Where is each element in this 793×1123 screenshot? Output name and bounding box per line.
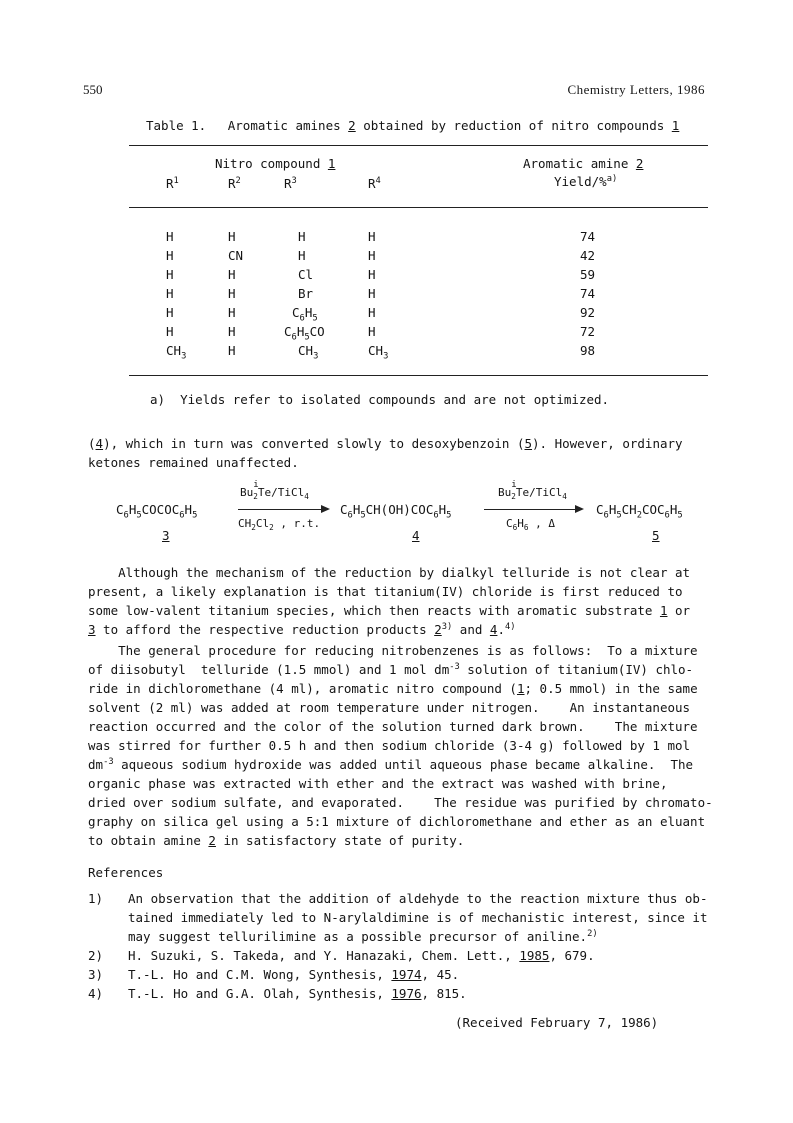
condition-1: $CH_2Cl_2$ , r.t.	[238, 517, 321, 533]
references-heading: References	[88, 865, 164, 880]
cell-r2: H	[228, 229, 236, 244]
cell-r2: H	[228, 324, 236, 339]
body-line: was stirred for further 0.5 h and then sodium chloride (3-4 g) followed by 1 mol	[88, 738, 691, 753]
page-number: 550	[83, 82, 103, 97]
compound-3: $C_6H_5COCOC_6H_5$	[116, 502, 198, 521]
table-group-nitro: Nitro compound 1	[215, 156, 336, 171]
compound-3-label: 3	[162, 528, 170, 543]
compound-4-label: 4	[412, 528, 420, 543]
col-header-r2: $R^2$	[228, 176, 241, 192]
compound-5: $C_6H_5CH_2COC_6H_5$	[596, 502, 683, 521]
body-line: The general procedure for reducing nitrobenzenes is as follows: To a mixture	[88, 643, 698, 658]
cell-r3: $CH_3$	[298, 343, 319, 362]
body-line: ride in dichloromethane (4 ml), aromatic nitro compound (1; 0.5 mmol) in the same	[88, 681, 698, 696]
reagent-1: Bu $_{i 2}$Te/TiCl$_4$	[240, 480, 309, 502]
reference-number: 4)	[88, 986, 104, 1001]
cell-r4: $CH_3$	[368, 343, 389, 362]
intro-line-2: ketones remained unaffected.	[88, 455, 299, 470]
reference-text: tained immediately led to N-arylaldimine is of mechanistic interest, since it	[128, 910, 708, 925]
col-header-r1: $R^1$	[166, 176, 179, 192]
body-line: organic phase was extracted with ether and the extract was washed with brine,	[88, 776, 668, 791]
reference-text: may suggest tellurilimine as a possible precursor of aniline.$^{2)}$	[128, 929, 598, 945]
cell-yield: 74	[580, 229, 596, 244]
cell-r2: H	[228, 267, 236, 282]
cell-r4: H	[368, 248, 376, 263]
body-line: to obtain amine 2 in satisfactory state of purity.	[88, 833, 465, 848]
intro-line-1: (4), which in turn was converted slowly to desoxybenzoin (5). However, ordinary	[88, 436, 683, 451]
body-line: some low-valent titanium species, which then reacts with aromatic substrate 1 or	[88, 603, 691, 618]
table-group-amine: Aromatic amine 2	[523, 156, 644, 171]
cell-r1: H	[166, 286, 174, 301]
cell-r1: H	[166, 267, 174, 282]
table-caption	[146, 118, 679, 133]
table-header-rule	[129, 207, 708, 208]
cell-r4: H	[368, 267, 376, 282]
reference-number: 3)	[88, 967, 104, 982]
table-top-rule	[129, 145, 708, 146]
cell-r2: H	[228, 305, 236, 320]
col-header-r3: $R^3$	[284, 176, 297, 192]
cell-r4: H	[368, 324, 376, 339]
table-caption-text: Aromatic amines 2 obtained by reduction of nitro compounds 1	[227, 118, 680, 133]
cell-r1: H	[166, 229, 174, 244]
cell-r4: H	[368, 286, 376, 301]
cell-yield: 72	[580, 324, 596, 339]
col-header-yield: Yield/%$^{a)}$	[554, 174, 618, 190]
cell-r2: CN	[228, 248, 244, 263]
table-footnote: a) Yields refer to isolated compounds and are not optimized.	[150, 392, 610, 407]
cell-r2: H	[228, 286, 236, 301]
cell-yield: 92	[580, 305, 596, 320]
cell-r3: Br	[298, 286, 314, 301]
received-date: (Received February 7, 1986)	[455, 1015, 659, 1030]
body-line: $dm^{-3}$ aqueous sodium hydroxide was added until aqueous phase became alkaline. The	[88, 757, 694, 773]
journal-title: Chemistry Letters, 1986	[567, 82, 705, 97]
cell-r1: H	[166, 305, 174, 320]
reference-text: An observation that the addition of aldehyde to the reaction mixture thus ob-	[128, 891, 708, 906]
cell-r4: H	[368, 229, 376, 244]
reference-number: 2)	[88, 948, 104, 963]
cell-r1: H	[166, 248, 174, 263]
body-line: reaction occurred and the color of the solution turned dark brown. The mixture	[88, 719, 698, 734]
cell-r1: $CH_3$	[166, 343, 187, 362]
cell-r3: H	[298, 229, 306, 244]
table-caption-label: Table 1.	[146, 118, 207, 133]
body-line: of diisobutyl telluride (1.5 mmol) and 1 mol $dm^{-3}$ solution of titanium(IV) chlo-	[88, 662, 694, 678]
body-line: Although the mechanism of the reduction by dialkyl telluride is not clear at	[88, 565, 691, 580]
reaction-arrow-1	[238, 509, 328, 510]
body-line: dried over sodium sulfate, and evaporated. The residue was purified by chromato-	[88, 795, 713, 810]
cell-yield: 98	[580, 343, 596, 358]
body-line: solvent (2 ml) was added at room temperature under nitrogen. An instantaneous	[88, 700, 691, 715]
body-line: graphy on silica gel using a 5:1 mixture of dichloromethane and ether as an eluant	[88, 814, 706, 829]
reference-text: H. Suzuki, S. Takeda, and Y. Hanazaki, Chem. Lett., 1985, 679.	[128, 948, 595, 963]
body-line: 3 to afford the respective reduction products 2$^{3)}$ and 4.$^{4)}$	[88, 622, 516, 638]
reference-number: 1)	[88, 891, 104, 906]
cell-yield: 74	[580, 286, 596, 301]
cell-yield: 59	[580, 267, 596, 282]
condition-2: $C_6H_6$ , Δ	[506, 517, 556, 533]
cell-r3: $C_6H_5CO$	[284, 324, 325, 343]
compound-4: $C_6H_5CH(OH)COC_6H_5$	[340, 502, 452, 521]
cell-r1: H	[166, 324, 174, 339]
reagent-2: Bu $_{i 2}$Te/TiCl$_4$	[498, 480, 567, 502]
compound-5-label: 5	[652, 528, 660, 543]
col-header-r4: $R^4$	[368, 176, 381, 192]
cell-r3: Cl	[298, 267, 314, 282]
body-line: present, a likely explanation is that titanium(IV) chloride is first reduced to	[88, 584, 683, 599]
reaction-arrow-2	[484, 509, 582, 510]
cell-yield: 42	[580, 248, 596, 263]
cell-r2: H	[228, 343, 236, 358]
cell-r3: H	[298, 248, 306, 263]
reference-text: T.-L. Ho and G.A. Olah, Synthesis, 1976, 815.	[128, 986, 467, 1001]
table-bottom-rule	[129, 375, 708, 376]
reference-text: T.-L. Ho and C.M. Wong, Synthesis, 1974, 45.	[128, 967, 460, 982]
cell-r3: $C_6H_5$	[292, 305, 318, 324]
cell-r4: H	[368, 305, 376, 320]
